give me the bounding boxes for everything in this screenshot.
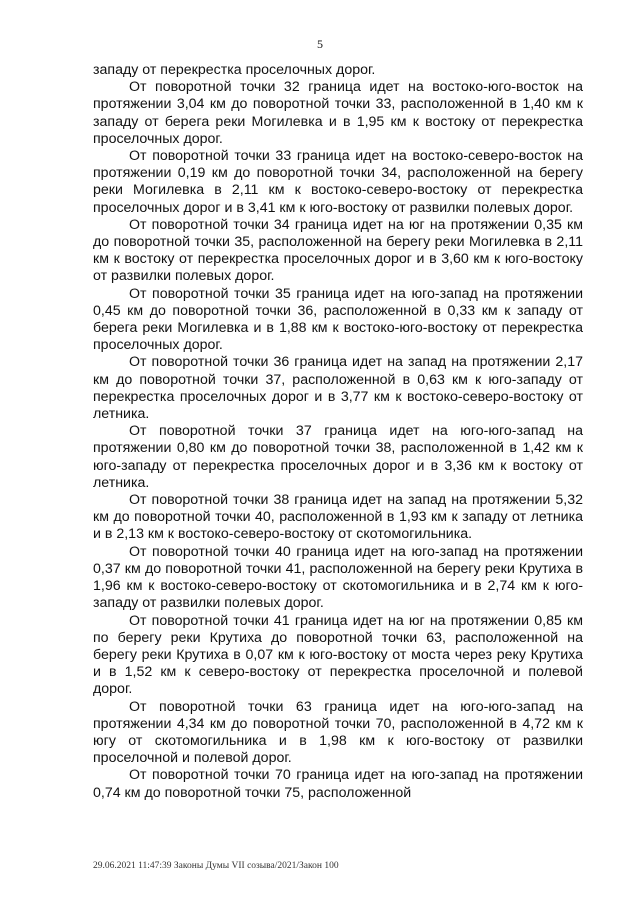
paragraph: От поворотной точки 70 граница идет на юго-запад на протяжении 0,74 км до поворотной точки 75, расположенной xyxy=(93,767,583,801)
paragraph: От поворотной точки 41 граница идет на юг на протяжении 0,85 км по берегу реки Крутиха до поворотной точки 63, расположенной на берегу реки Крутиха в 0,07 км к юго-востоку от моста через реку Крутиха и в 1,52 км к северо-востоку от перекрестка проселочной и полевой дорог. xyxy=(93,612,583,698)
paragraph: От поворотной точки 33 граница идет на востоко-северо-восток на протяжении 0,19 км до поворотной точки 34, расположенной на берегу реки Могилевка в 2,11 км к востоко-северо-востоку от перекрестка проселочных дорог и в 3,41 км к юго-востоку от развилки полевых дорог. xyxy=(93,148,583,216)
paragraph-continuation: западу от перекрестка проселочных дорог. xyxy=(93,62,376,78)
paragraph: От поворотной точки 38 граница идет на запад на протяжении 5,32 км до поворотной точки 40, расположенной в 1,93 км к западу от летника и в 2,13 км к востоко-северо-востоку от скотомогильника. xyxy=(93,492,583,543)
paragraph: От поворотной точки 40 граница идет на юго-запад на протяжении 0,37 км до поворотной точки 41, расположенной на берегу реки Крутиха в 1,96 км к востоко-северо-востоку от скотомогильника и в 2,74 км к юго-западу от развилки полевых дорог. xyxy=(93,543,583,612)
paragraph: От поворотной точки 35 граница идет на юго-запад на протяжении 0,45 км до поворотной точки 36, расположенной в 0,33 км к западу от берега реки Могилевка и в 1,88 км к востоко-юго-востоку от перекрестка проселочных дорог. xyxy=(93,285,583,354)
paragraph: От поворотной точки 63 граница идет на юго-юго-запад на протяжении 4,34 км до поворотной точки 70, расположенной в 4,72 км к югу от скотомогильника и в 1,98 км к юго-востоку от развилки проселочной и полевой дорог. xyxy=(93,698,583,767)
page-number: 5 xyxy=(317,37,323,51)
paragraph: От поворотной точки 32 граница идет на востоко-юго-восток на протяжении 3,04 км до поворотной точки 33, расположенной в 1,40 км к западу от берега реки Могилевка и в 1,95 км к востоку от перекрестка проселочных дорог. xyxy=(93,79,583,147)
paragraph: От поворотной точки 37 граница идет на юго-юго-запад на протяжении 0,80 км до поворотной точки 38, расположенной в 1,42 км к юго-западу от перекрестка проселочных дорог и в 3,36 км к востоку от летника. xyxy=(93,423,583,491)
paragraph: От поворотной точки 36 граница идет на запад на протяжении 2,17 км до поворотной точки 37, расположенной в 0,63 км к юго-западу от перекрестка проселочных дорог и в 3,77 км к востоко-северо-востоку от летника. xyxy=(93,354,583,423)
document-footer: 29.06.2021 11:47:39 Законы Думы VII созыва/2021/Закон 100 xyxy=(93,861,339,871)
document-body xyxy=(93,62,583,802)
paragraph: От поворотной точки 34 граница идет на юг на протяжении 0,35 км до поворотной точки 35, расположенной на берегу реки Могилевка в 2,11 км к востоку от перекрестка проселочных дорог и в 3,60 км к юго-востоку от развилки полевых дорог. xyxy=(93,216,583,285)
